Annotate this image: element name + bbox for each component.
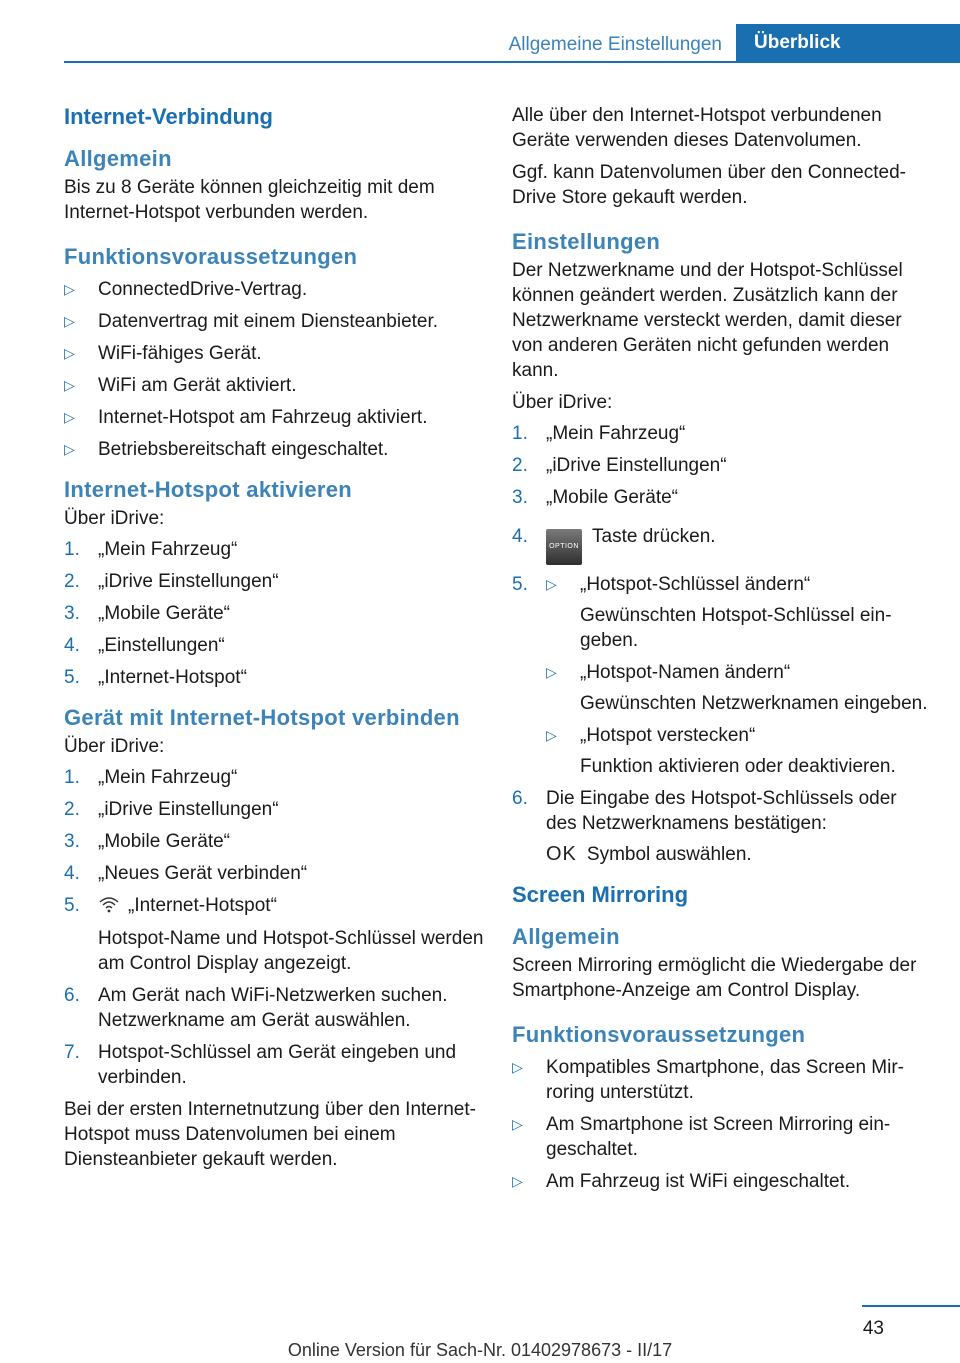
list-item: ▷ WiFi-fähiges Gerät. [64,341,484,366]
header-tab-ueberblick: Überblick [736,24,960,62]
ok-icon: OK [546,843,577,865]
footer-version: Online Version für Sach-Nr. 01402978673 - II/17 [287,1340,673,1360]
step-number: 2. [512,455,528,476]
step-text: Taste drücken. [592,526,716,547]
list-item [64,797,484,822]
store-text: Ggf. kann Datenvolumen über den ConnectedDrive Store gekauft werden. [512,162,906,208]
list-item: ▷ WiFi am Gerät aktiviert. [64,373,484,398]
step-number: 6. [64,985,80,1006]
list-item [64,765,484,790]
settings-steps [512,421,932,867]
idrive-intro: Über iDrive: [64,508,165,529]
mirroring-text: Screen Mirroring ermöglicht die Wiedergabe der Smartphone-Anzeige am Control Display. [512,955,917,1001]
step-text: „Mobile Geräte“ [98,603,230,624]
list-item [512,453,932,478]
step-text: „Mein Fahrzeug“ [98,539,238,560]
subhead-einstellungen: Einstellungen [512,229,661,254]
list-item [512,485,932,510]
activate-steps [64,537,484,690]
section-title-internet-verbindung: Internet-Verbindung [64,104,273,129]
wifi-icon [98,895,120,913]
einstellungen-text: Der Netzwerkname und der Hotspot-Schlüssel können geändert werden. Zusätzlich kann der Netzwerkname versteckt werden, damit dieser von anderen Geräten nicht gefunden werden kann. [512,260,903,381]
step-text: „Mobile Geräte“ [546,487,678,508]
step-text: „Mobile Geräte“ [98,831,230,852]
step-subtext: Symbol auswählen. [586,844,752,865]
datavolume-text: Alle über den Internet-Hotspot verbundenen Geräte verwenden dieses Datenvolumen. [512,105,882,151]
step-text: „iDrive Einstellungen“ [98,799,279,820]
list-item [512,421,932,446]
list-item [512,786,932,867]
triangle-bullet-icon: ▷ [546,576,557,592]
step-number: 6. [512,788,528,809]
list-item [64,601,484,626]
requirements-list [64,277,484,462]
allgemein-text: Bis zu 8 Geräte können gleichzeitig mit dem Internet-Hotspot verbunden werden. [64,177,435,223]
subhead-allgemein: Allgemein [512,924,620,949]
sub-item-title: „Hotspot verstecken“ [580,725,756,746]
right-column [512,103,932,1201]
step-text: „Mein Fahrzeug“ [546,423,686,444]
sub-item-desc: Gewünschten Netzwerknamen eingeben. [580,693,928,714]
step-number: 3. [64,831,80,852]
header-section-title: Allgemeine Einstellungen [508,34,722,55]
header-rule [64,61,960,63]
section-title-screen-mirroring: Screen Mirroring [512,882,689,907]
mirroring-requirements-list [512,1055,932,1194]
step-text: Hotspot-Schlüssel am Gerät eingeben und verbinden. [98,1042,457,1088]
subhead-funktionsvoraussetzungen: Funktionsvoraussetzungen [512,1022,806,1047]
step-number: 5. [64,895,80,916]
step-number: 1. [512,423,528,444]
step-number: 7. [64,1042,80,1063]
list-item: ▷ Am Smartphone ist Screen Mirroring eingeschaltet. [512,1112,932,1162]
list-item: ▷ Internet-Hotspot am Fahrzeug aktiviert. [64,405,484,430]
sub-item [546,572,932,653]
step-number: 1. [64,539,80,560]
triangle-bullet-icon: ▷ [546,664,557,680]
list-item [64,665,484,690]
step-number: 3. [512,487,528,508]
step-number: 5. [64,667,80,688]
page-number-rule [862,1305,960,1307]
step-text: „Mein Fahrzeug“ [98,767,238,788]
list-item [512,524,932,565]
step-number: 4. [512,526,528,547]
connect-steps [64,765,484,1090]
left-column [64,103,484,1172]
step-note: Hotspot-Name und Hotspot-Schlüssel werden am Control Display angezeigt. [98,928,484,974]
step-number: 2. [64,799,80,820]
list-item [64,1040,484,1090]
idrive-intro: Über iDrive: [64,736,165,757]
step-text: „Internet-Hotspot“ [128,895,277,916]
sub-item-title: „Hotspot-Namen ändern“ [580,662,791,683]
sub-item-desc: Funktion aktivieren oder deaktivieren. [580,756,896,777]
step-text: „iDrive Einstellungen“ [98,571,279,592]
list-item [64,893,484,976]
list-item: ▷ Datenvertrag mit einem Diensteanbieter. [64,309,484,334]
step-number: 3. [64,603,80,624]
option-button-icon: OPTION [546,529,582,565]
list-item [512,572,932,779]
list-item [64,537,484,562]
list-item [64,633,484,658]
list-item [64,861,484,886]
step-text: „iDrive Einstellungen“ [546,455,727,476]
idrive-intro: Über iDrive: [512,392,613,413]
subhead-allgemein: Allgemein [64,146,172,171]
subhead-funktionsvoraussetzungen: Funktionsvoraussetzungen [64,244,358,269]
subhead-hotspot-aktivieren: Internet-Hotspot aktivieren [64,477,353,502]
step-number: 4. [64,863,80,884]
page-number: 43 [862,1318,884,1339]
list-item: ▷ Betriebsbereitschaft eingeschaltet. [64,437,484,462]
list-item: ▷ ConnectedDrive-Vertrag. [64,277,484,302]
step-text: „Internet-Hotspot“ [98,667,247,688]
sub-item-title: „Hotspot-Schlüssel ändern“ [580,574,811,595]
sub-item-desc: Gewünschten Hotspot-Schlüssel eingeben. [580,605,892,651]
list-item [64,983,484,1033]
step-number: 2. [64,571,80,592]
step-text: Die Eingabe des Hotspot-Schlüssels oder des Netzwerknamens bestätigen: [546,788,897,834]
step-number: 5. [512,574,528,595]
closing-text: Bei der ersten Internetnutzung über den Internet-Hotspot muss Datenvolumen bei einem Diensteanbieter gekauft werden. [64,1099,476,1170]
list-item [64,829,484,854]
step-text: „Neues Gerät verbinden“ [98,863,308,884]
list-item [64,569,484,594]
step-number: 4. [64,635,80,656]
subhead-geraet-verbinden: Gerät mit Internet-Hotspot verbinden [64,705,460,730]
list-item: ▷ Am Fahrzeug ist WiFi eingeschaltet. [512,1169,932,1194]
sub-item [512,723,932,779]
sub-item [512,660,932,716]
step-text: Am Gerät nach WiFi-Netzwerken suchen. Netzwerkname am Gerät auswählen. [98,985,448,1031]
step-number: 1. [64,767,80,788]
triangle-bullet-icon: ▷ [546,727,557,743]
step-text: „Einstellungen“ [98,635,225,656]
list-item: ▷ Kompatibles Smartphone, das Screen Mirroring unterstützt. [512,1055,932,1105]
